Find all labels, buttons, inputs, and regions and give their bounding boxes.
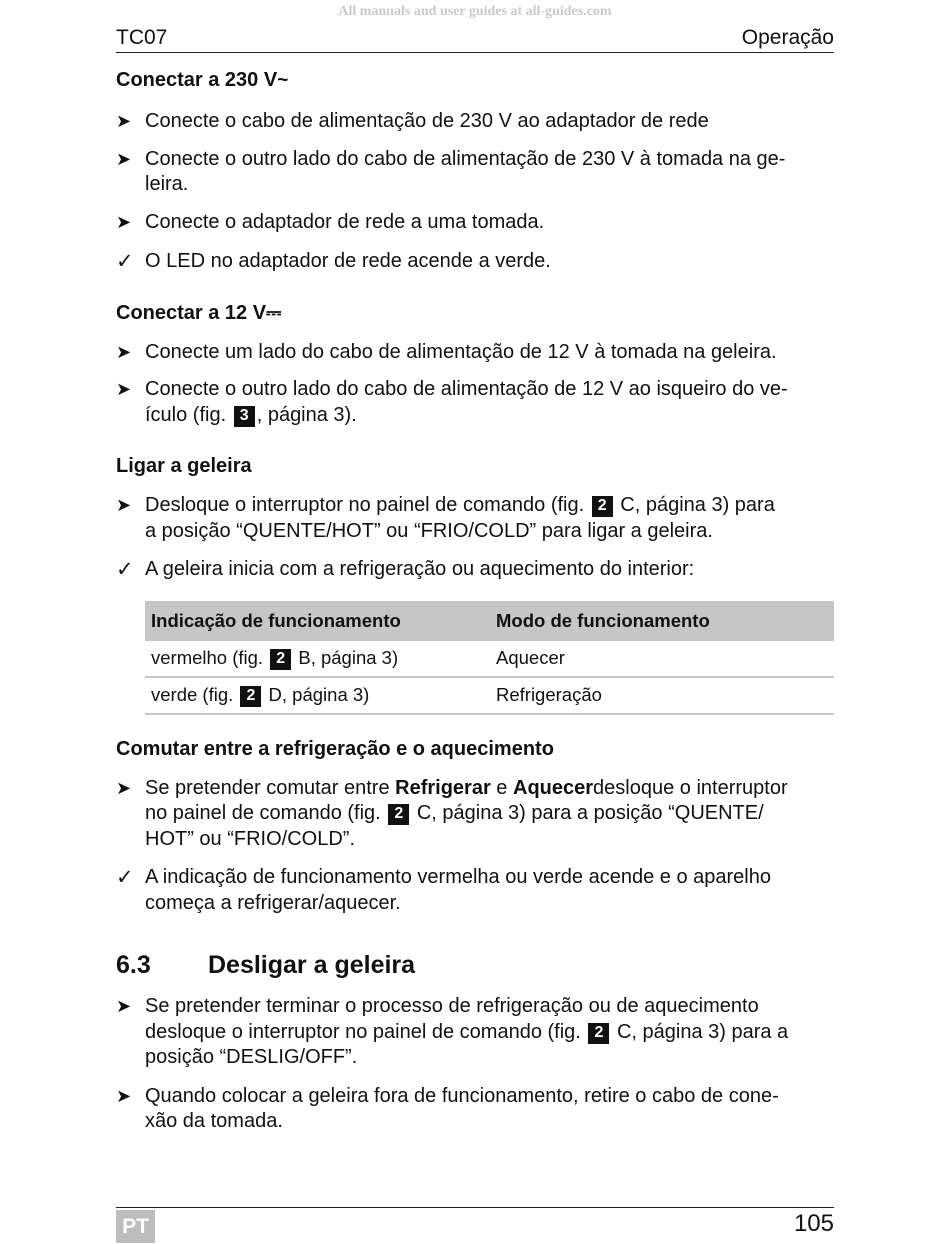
arrow-icon: ➤ [116, 777, 132, 798]
result-item: ✓ A geleira inicia com a refrigeração ou aquecimento do interior: [116, 558, 695, 581]
table-row [145, 677, 834, 714]
column-header: Modo de funcionamento [490, 601, 834, 641]
figure-ref-badge: 2 [588, 1023, 609, 1044]
ac-symbol-icon: ~ [277, 70, 289, 91]
section-number: 6.3 [116, 951, 151, 979]
page-content [116, 66, 834, 1135]
language-badge: PT [116, 1210, 155, 1243]
list-item: ➤ Conecte o outro lado do cabo de alimentação de 12 V ao isqueiro do ve- ículo (fig. 3 , página 3). [116, 378, 788, 426]
figure-ref-badge: 2 [270, 649, 291, 670]
page-number: 105 [793, 1210, 834, 1237]
list-item: ➤ Conecte o adaptador de rede a uma tomada. [116, 210, 834, 236]
list-item: ➤ Conecte um lado do cabo de alimentação de 12 V à tomada na geleira. [116, 340, 834, 366]
table-row [145, 641, 834, 677]
list-item: ➤ Se pretender terminar o processo de refrigeração ou de aquecimento desloque o interruptor no painel de comando (fig. 2 C, página 3) para a posição “DESLIG/OFF”. [116, 995, 789, 1068]
figure-ref-badge: 2 [388, 804, 409, 825]
result-item: ✓ O LED no adaptador de rede acende a verde. [116, 250, 551, 273]
dc-symbol-icon: ⎓ [266, 302, 282, 324]
check-icon: ✓ [116, 250, 134, 273]
check-icon: ✓ [116, 558, 134, 581]
list-item: ➤ Desloque o interruptor no painel de comando (fig. 2 C, página 3) para a posição “QUENTE/HOT” ou “FRIO/COLD” para ligar a geleira. [116, 494, 775, 542]
heading-12v: Conectar a 12 V⎓ [116, 301, 282, 324]
figure-ref-badge: 2 [592, 496, 613, 517]
arrow-icon: ➤ [116, 211, 132, 232]
section-title: Desligar a geleira [208, 951, 416, 979]
heading-230v: Conectar a 230 V~ [116, 69, 289, 91]
model-label: TC07 [116, 26, 168, 49]
check-icon: ✓ [116, 866, 134, 889]
watermark: All manuals and user guides at all-guides.com [338, 4, 612, 19]
list-item: ➤ Quando colocar a geleira fora de funcionamento, retire o cabo de cone- xão da tomada. [116, 1084, 779, 1132]
arrow-icon: ➤ [116, 341, 132, 362]
section-heading [116, 950, 834, 980]
list-item: ➤ Conecte o outro lado do cabo de alimentação de 230 V à tomada na ge- leira. [116, 147, 786, 195]
page-footer [116, 1207, 834, 1238]
table-cell: verde (fig. 2 D, página 3) [145, 677, 490, 714]
arrow-icon: ➤ [116, 996, 132, 1016]
figure-ref-badge: 3 [234, 406, 255, 427]
figure-ref-badge: 2 [240, 686, 261, 707]
table-cell: vermelho (fig. 2 B, página 3) [145, 641, 490, 677]
arrow-icon: ➤ [116, 495, 132, 515]
list-item: ➤ Conecte o cabo de alimentação de 230 V ao adaptador de rede [116, 109, 834, 135]
heading-ligar: Ligar a geleira [116, 455, 252, 477]
arrow-icon: ➤ [116, 379, 132, 399]
page-header [116, 26, 834, 53]
heading-comutar: Comutar entre a refrigeração e o aquecimento [116, 737, 554, 760]
arrow-icon: ➤ [116, 111, 132, 131]
list-item: ➤ Se pretender comutar entre Refrigerar e Aquecerdesloque o interruptor no painel de comando (fig. 2 C, página 3) para a posição “QUENTE/ HOT” ou “FRIO/COLD”. [116, 776, 788, 850]
table-cell: Aquecer [490, 641, 834, 677]
column-header: Indicação de funcionamento [145, 601, 490, 641]
arrow-icon: ➤ [116, 148, 132, 169]
arrow-icon: ➤ [116, 1085, 132, 1106]
result-item: ✓ A indicação de funcionamento vermelha ou verde acende e o aparelho começa a refrigerar/aquecer. [116, 866, 771, 914]
table-cell: Refrigeração [490, 677, 834, 714]
modes-table [145, 601, 834, 715]
table-header-row [145, 601, 834, 641]
section-label: Operação [741, 26, 834, 49]
